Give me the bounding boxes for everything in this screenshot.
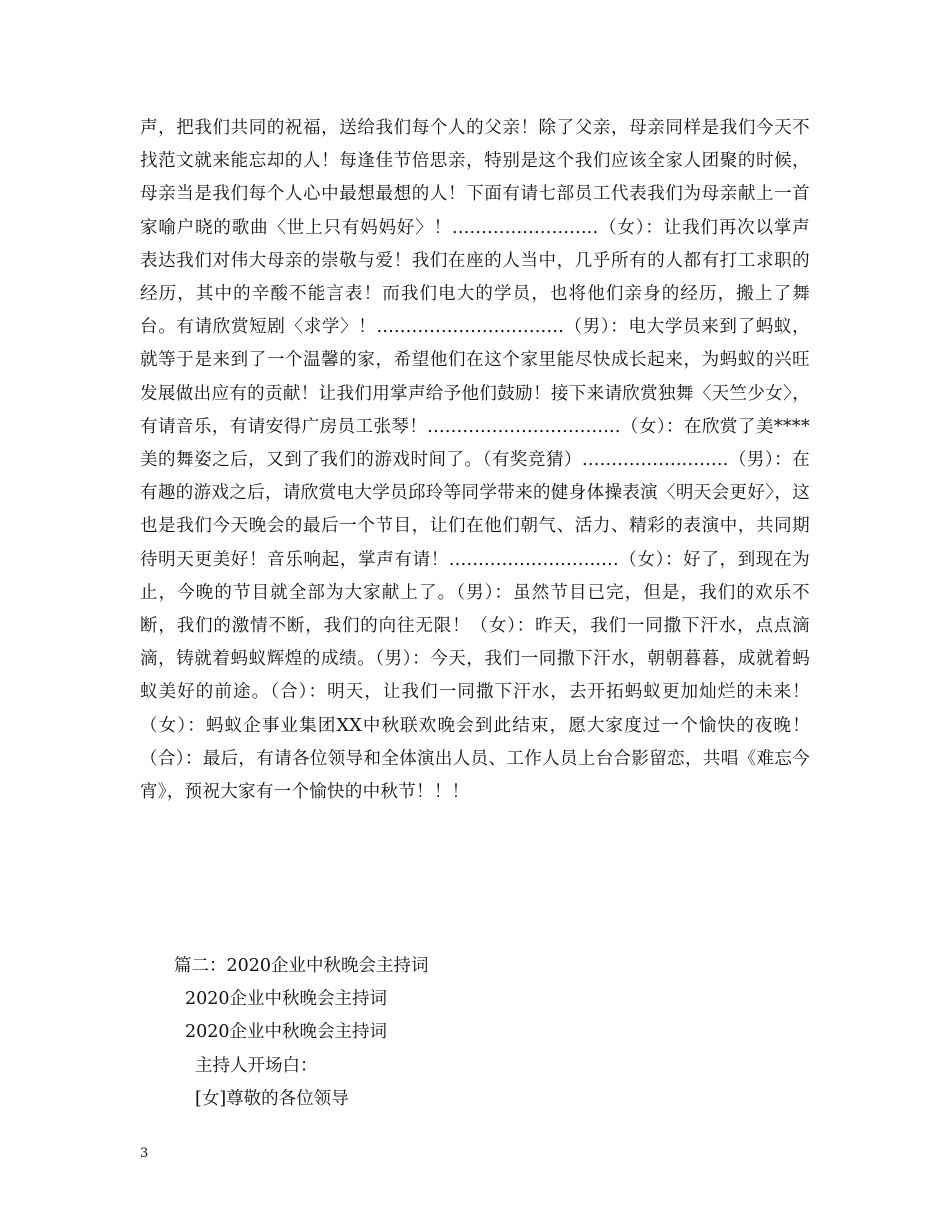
speech-title-repeat: 2020企业中秋晚会主持词 bbox=[185, 1022, 388, 1043]
body-text bbox=[140, 112, 810, 809]
opening-line: [女]尊敬的各位领导 bbox=[195, 1088, 349, 1109]
section-headings bbox=[140, 950, 810, 1116]
speech-title: 2020企业中秋晚会主持词 bbox=[185, 989, 388, 1010]
section-heading: 篇二：2020企业中秋晚会主持词 bbox=[174, 956, 429, 976]
opening-label: 主持人开场白： bbox=[195, 1055, 318, 1076]
main-paragraph: 声，把我们共同的祝福，送给我们每个人的父亲！除了父亲，母亲同样是我们今天不找范文就来能忘却的人！每逢佳节倍思亲，特别是这个我们应该全家人团聚的时候，母亲当是我们每个人心中最想最想的人！下面有请七部员工代表我们为母亲献上一首家喻户晓的歌曲〈世上只有妈妈好〉！.........................（女）：让我们再次以掌声表达我们对伟大母亲的崇敬与爱！我们在座的人当中，几乎所有的人都有打工求职的经历，其中的辛酸不能言表！而我们电大的学员，也将他们亲身的经历，搬上了舞台。有请欣赏短剧〈求学〉！................................（男）：电大学员来到了蚂蚁，就等于是来到了一个温馨的家，希望他们在这个家里能尽快成长起来，为蚂蚁的兴旺发展做出应有的贡献！让我们用掌声给予他们鼓励！接下来请欣赏独舞〈天竺少女〉，有请音乐，有请安得广房员工张琴！.................................（女）：在欣赏了美****美的舞姿之后，又到了我们的游戏时间了。（有奖竞猜）.........................（男）：在有趣的游戏之后，请欣赏电大学员邱玲等同学带来的健身体操表演〈明天会更好〉，这也是我们今天晚会的最后一个节目，让们在他们朝气、活力、精彩的表演中，共同期待明天更美好！音乐响起，掌声有请！.............................（女）：好了，到现在为止，今晚的节目就全部为大家献上了。（男）：虽然节目已完，但是，我们的欢乐不断，我们的激情不断，我们的向往无限！（女）：昨天，我们一同撒下汗水，点点滴滴，铸就着蚂蚁辉煌的成绩。（男）：今天，我们一同撒下汗水，朝朝暮暮，成就着蚂蚁美好的前途。（合）：明天，让我们一同撒下汗水，去开拓蚂蚁更加灿烂的未来！（女）：蚂蚁企事业集团XX中秋联欢晚会到此结束，愿大家度过一个愉快的夜晚！（合）：最后，有请各位领导和全体演出人员、工作人员上台合影留恋，共唱《难忘今宵》，预祝大家有一个愉快的中秋节！！！ bbox=[140, 118, 810, 803]
page-number: 3 bbox=[140, 1146, 149, 1161]
